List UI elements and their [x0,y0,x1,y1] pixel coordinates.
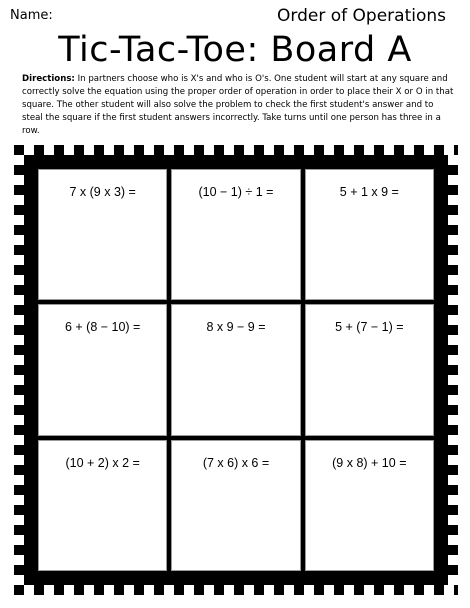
directions-paragraph [22,73,456,138]
cell-problem: 7 x (9 x 3) = [69,185,136,199]
cell-problem: 8 x 9 − 9 = [206,320,266,335]
cell-problem: 5 + 1 x 9 = [339,185,399,199]
board-cell-7[interactable] [38,440,167,571]
cell-problem: 5 + (7 − 1) = [335,320,404,335]
board-cell-9[interactable] [305,440,434,571]
cell-problem: (10 − 1) ÷ 1 = [198,185,274,199]
cell-problem: (9 x 8) + 10 = [332,455,407,470]
directions-label: Directions: [22,74,75,84]
name-label: Name: [10,8,53,23]
board-title: Tic-Tac-Toe: Board A [58,30,412,70]
board-cell-3[interactable] [305,169,434,300]
worksheet-header-title: Order of Operations [277,6,446,26]
board-cell-8[interactable] [171,440,300,571]
tic-tac-toe-board [14,145,458,595]
board-cell-1[interactable] [38,169,167,300]
directions-text: In partners choose who is X's and who is O's. One student will start at any square and correctly solve the equation using the proper order of operation in order to place their X or O in that square. The other student will also solve the problem to check the first student's answer and to steal the square if the first student answers incorrectly. Take turns until one person has three in a row. [22,74,454,136]
board-cell-2[interactable] [171,169,300,300]
board-cell-6[interactable] [305,304,434,435]
board-cell-5[interactable] [171,304,300,435]
board-cell-4[interactable] [38,304,167,435]
cell-problem: (10 + 2) x 2 = [65,455,140,470]
board-grid [34,165,438,575]
cell-problem: 6 + (8 − 10) = [64,320,141,335]
cell-problem: (7 x 6) x 6 = [202,455,270,470]
